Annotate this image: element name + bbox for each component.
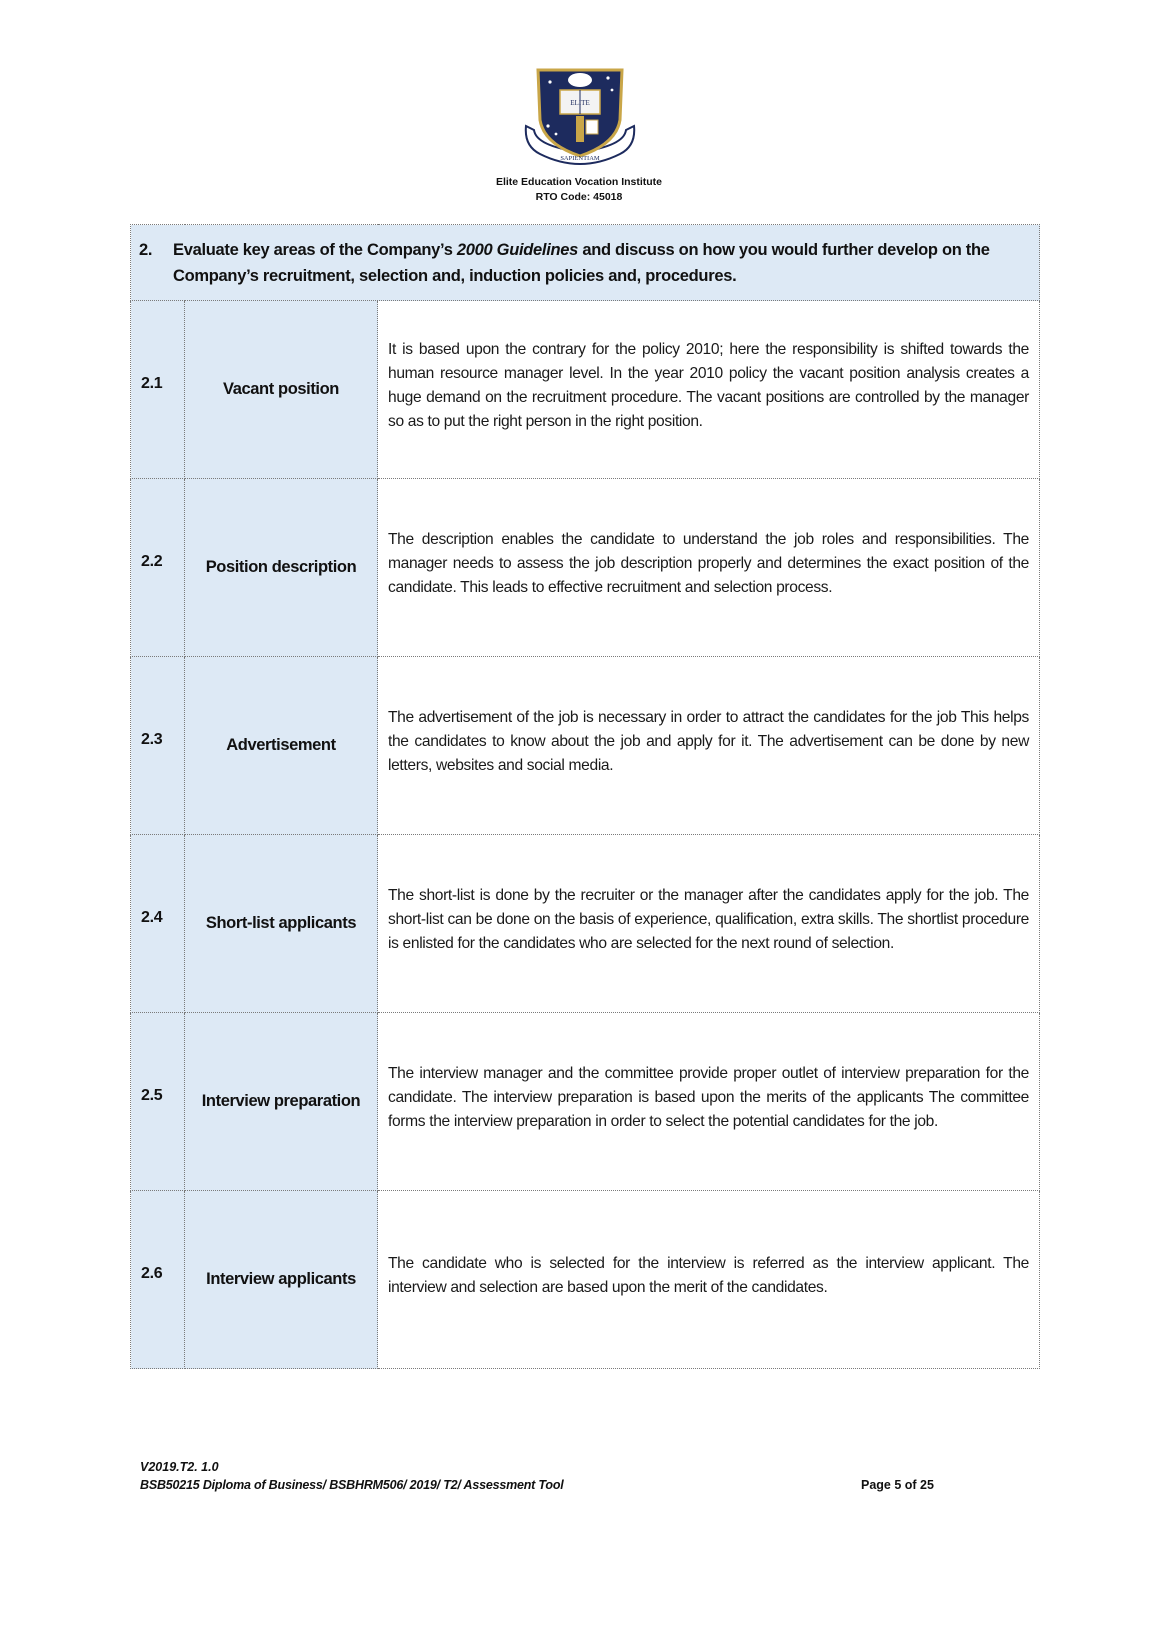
row-number: 2.6 — [131, 1191, 185, 1369]
row-label: Interview preparation — [185, 1013, 378, 1191]
rto-code: RTO Code: 45018 — [535, 191, 623, 203]
table-row — [131, 301, 1040, 479]
svg-text:ELITE: ELITE — [570, 99, 590, 107]
svg-text:SAPIENTIAM: SAPIENTIAM — [560, 155, 600, 162]
guidelines-table — [130, 224, 1040, 1369]
row-answer: The short-list is done by the recruiter or the manager after the candidates apply for the job. The short-list can be done on the basis of experience, qualification, extra skills. The shortlist procedure is enlisted for the candidates who are selected for the next round of selection. — [378, 835, 1040, 1013]
footer-document-title: BSB50215 Diploma of Business/ BSBHRM506/ 2019/ T2/ Assessment Tool — [140, 1478, 564, 1492]
row-label: Position description — [185, 479, 378, 657]
footer-version: V2019.T2. 1.0 — [140, 1460, 219, 1474]
row-answer: The advertisement of the job is necessary in order to attract the candidates for the job This helps the candidates to know about the job and apply for it. The advertisement can be done by new letters, websites and social media. — [378, 657, 1040, 835]
question-number: 2. — [139, 240, 153, 259]
row-label: Short-list applicants — [185, 835, 378, 1013]
row-answer: It is based upon the contrary for the policy 2010; here the responsibility is shifted towards the human resource manager level. In the year 2010 policy the vacant position analysis creates a huge demand on the recruitment procedure. The vacant positions are controlled by the manager so as to put the right person in the right position. — [378, 301, 1040, 479]
row-answer: The candidate who is selected for the interview is referred as the interview applicant. The interview and selection are based upon the merit of the candidates. — [378, 1191, 1040, 1369]
question-header — [131, 225, 1040, 301]
table-row — [131, 1013, 1040, 1191]
row-number: 2.1 — [131, 301, 185, 479]
row-answer: The description enables the candidate to understand the job roles and responsibilities. The manager needs to assess the job description properly and determines the exact position of the candidate. This leads to effective recruitment and selection process. — [378, 479, 1040, 657]
row-label: Vacant position — [185, 301, 378, 479]
table-row — [131, 479, 1040, 657]
row-number: 2.4 — [131, 835, 185, 1013]
question-guidelines-title: 2000 Guidelines — [456, 240, 579, 259]
institute-logo — [520, 64, 640, 176]
row-answer: The interview manager and the committee provide proper outlet of interview preparation for the candidate. The interview preparation is based upon the merits of the applicants The committee forms the interview preparation in order to select the potential candidates for the job. — [378, 1013, 1040, 1191]
institute-name: Elite Education Vocation Institute — [495, 176, 663, 188]
table-row — [131, 657, 1040, 835]
row-number: 2.3 — [131, 657, 185, 835]
table-row — [131, 835, 1040, 1013]
table-row — [131, 1191, 1040, 1369]
row-number: 2.5 — [131, 1013, 185, 1191]
footer-page-number: Page 5 of 25 — [861, 1478, 934, 1492]
row-label: Interview applicants — [185, 1191, 378, 1369]
question-text: Evaluate key areas of the Company’s 2000 Guidelines and discuss on how you would further develop on the Company’s recruitment, selection and, induction policies and, procedures. — [173, 240, 990, 285]
row-number: 2.2 — [131, 479, 185, 657]
row-label: Advertisement — [185, 657, 378, 835]
